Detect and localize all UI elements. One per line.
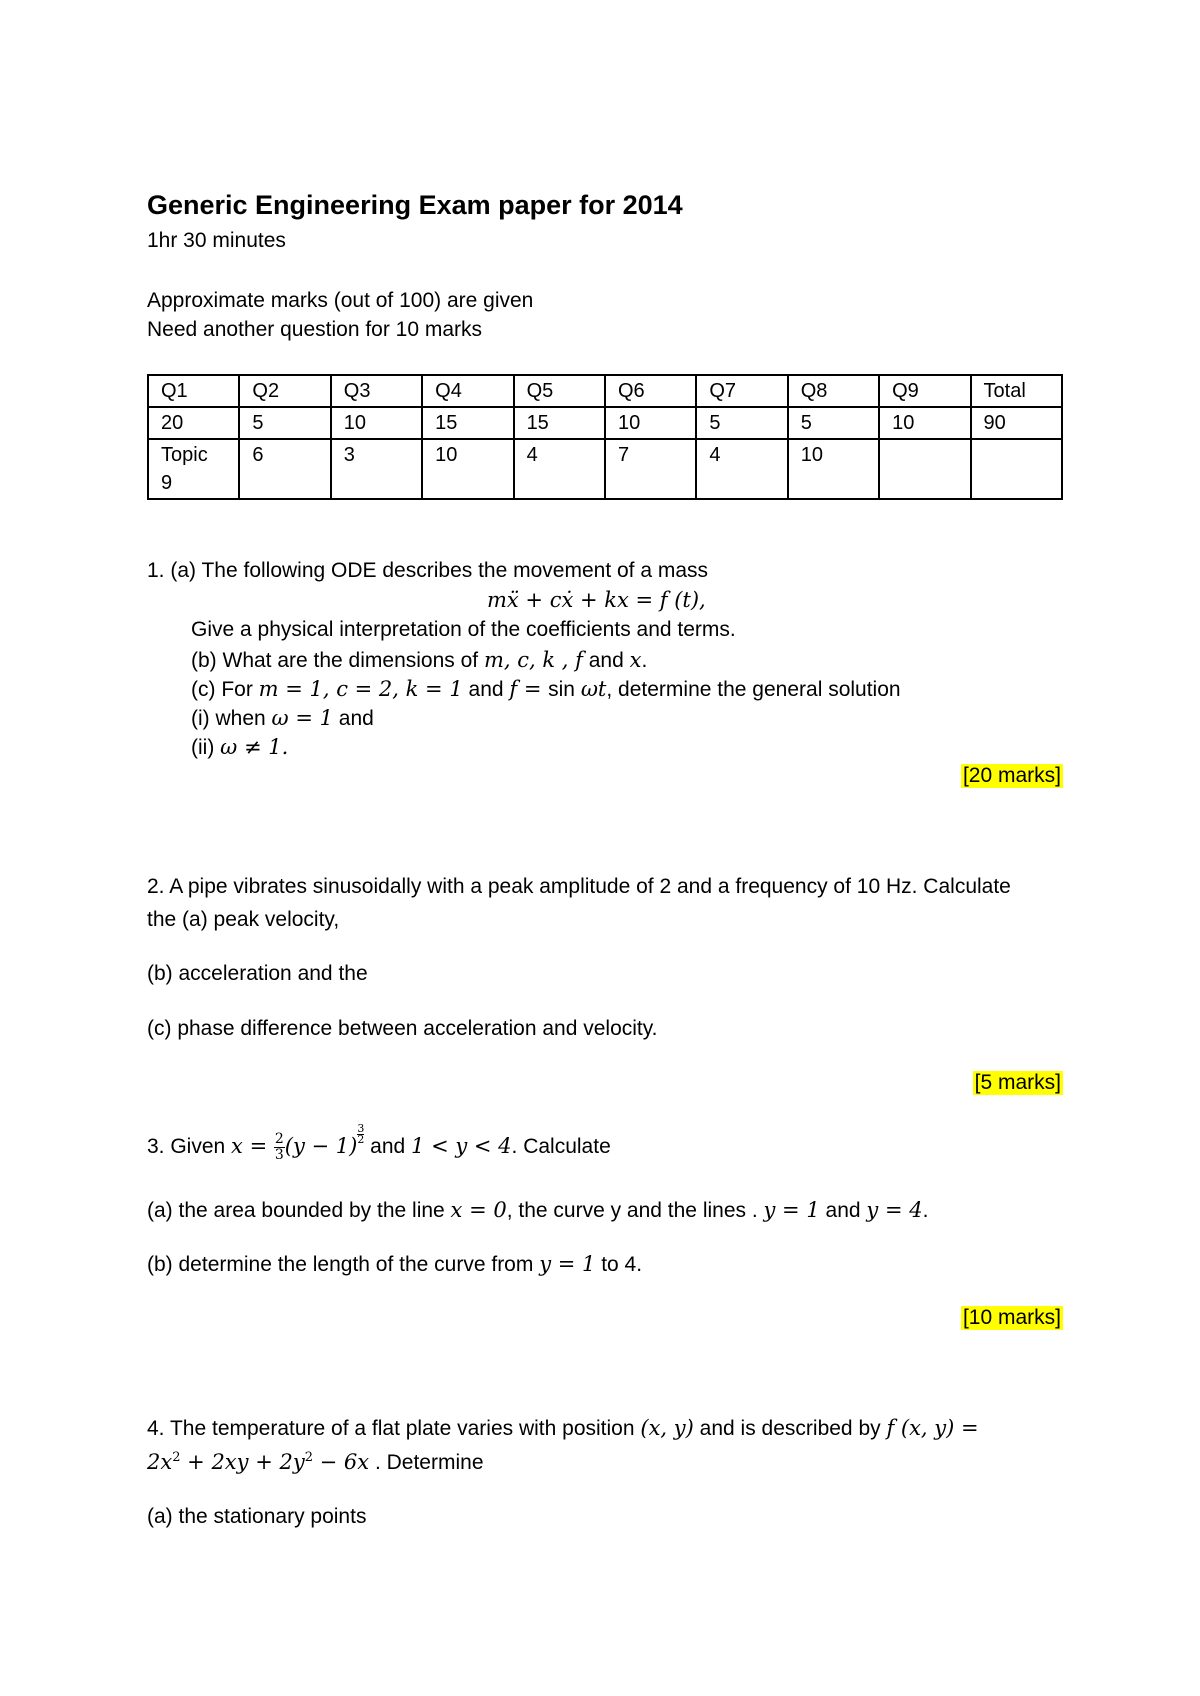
q3-and: and	[364, 1135, 412, 1159]
table-cell: Q3	[331, 375, 422, 407]
q3-a-prefix: (a) the area bounded by the line	[147, 1199, 451, 1222]
q3-a-end: .	[922, 1199, 929, 1222]
q1-i-math: ω = 1	[271, 706, 333, 730]
topic-label: Topic	[161, 444, 208, 466]
q1-i-end: and	[332, 707, 374, 730]
table-cell	[148, 439, 239, 499]
q1-c-wt: ωt	[580, 677, 607, 701]
table-cell: 4	[696, 439, 787, 499]
q4-part-a: (a) the stationary points	[147, 1505, 367, 1528]
table-cell: Q8	[788, 375, 879, 407]
exam-page	[147, 0, 1063, 1696]
q3-b-y: y = 1	[539, 1252, 596, 1276]
table-header-row	[148, 375, 1062, 407]
table-cell: Q4	[422, 375, 513, 407]
marks-note: Approximate marks (out of 100) are given	[147, 289, 534, 312]
q1-part-c-i	[191, 706, 374, 731]
q3-line1	[147, 1122, 611, 1163]
table-topic-row	[148, 439, 1062, 499]
q2-marks-badge: [5 marks]	[974, 1071, 1061, 1094]
q4-line2	[147, 1450, 484, 1475]
table-marks-row	[148, 407, 1062, 439]
q3-marks-badge: [10 marks]	[962, 1306, 1061, 1329]
q3-a-and: and	[819, 1199, 867, 1222]
q1-ode	[487, 588, 706, 613]
table-cell: 10	[788, 439, 879, 499]
q4-pos: (x, y)	[640, 1416, 694, 1440]
table-cell	[971, 439, 1062, 499]
q3-exp-den: 2	[357, 1133, 365, 1146]
q4-line2-end: . Determine	[369, 1451, 484, 1474]
q3-b-prefix: (b) determine the length of the curve from	[147, 1253, 540, 1276]
q4-prefix: 4. The temperature of a flat plate varies with position	[147, 1417, 641, 1440]
q4-line1	[147, 1416, 979, 1441]
q3-a-mid: , the curve y and the lines .	[506, 1199, 764, 1222]
q3-prefix: 3. Given	[147, 1135, 232, 1159]
table-cell: 7	[605, 439, 696, 499]
q1-intro: 1. (a) The following ODE describes the movement of a mass	[147, 559, 709, 582]
q1-part-c	[191, 677, 901, 702]
table-cell: 6	[239, 439, 330, 499]
exam-duration: 1hr 30 minutes	[147, 229, 286, 252]
table-cell: 15	[514, 407, 605, 439]
table-cell: Q2	[239, 375, 330, 407]
exam-title: Generic Engineering Exam paper for 2014	[147, 190, 683, 220]
q4-term-b: + 2xy + 2y	[180, 1450, 305, 1474]
table-cell: 90	[971, 407, 1062, 439]
table-cell: 10	[605, 407, 696, 439]
q1-b-end: .	[641, 649, 648, 672]
q4-term-a: 2x	[147, 1450, 173, 1474]
q1-c-and: and	[462, 678, 510, 701]
q3-frac-num: 2	[274, 1131, 284, 1147]
q2-part-c: (c) phase difference between acceleration and velocity.	[147, 1017, 658, 1040]
q4-sq2: 2	[304, 1450, 313, 1465]
table-cell: Q5	[514, 375, 605, 407]
table-cell: Q7	[696, 375, 787, 407]
marks-table	[147, 374, 1063, 500]
q1-b-x: x	[629, 648, 642, 672]
q3-exp-num: 3	[357, 1122, 365, 1135]
table-cell: 3	[331, 439, 422, 499]
q3-calc: . Calculate	[511, 1135, 611, 1159]
table-cell: 10	[879, 407, 970, 439]
q3-frac-den: 3	[274, 1147, 284, 1163]
q3-range: 1 < y < 4	[411, 1134, 512, 1159]
q1-b-vars: m, c, k , f	[483, 648, 583, 672]
table-cell: Q1	[148, 375, 239, 407]
q1-part-c-ii	[191, 735, 288, 760]
q3-fraction	[274, 1132, 285, 1163]
table-cell: 20	[148, 407, 239, 439]
q1-c-sin: sin	[548, 678, 581, 701]
q3-part-b	[147, 1252, 642, 1277]
table-cell: 4	[514, 439, 605, 499]
q1-c-vals: m = 1, c = 2, k = 1	[258, 677, 463, 701]
q3-a-y4: y = 4	[866, 1198, 923, 1222]
q1-i-prefix: (i) when	[191, 707, 272, 730]
q1-ii-prefix: (ii)	[191, 736, 221, 759]
missing-question-note: Need another question for 10 marks	[147, 318, 483, 341]
q3-part-a	[147, 1198, 928, 1223]
q3-a-x0: x = 0	[450, 1198, 507, 1222]
q3-a-y1: y = 1	[763, 1198, 820, 1222]
q1-b-and: and	[582, 649, 630, 672]
table-cell: Total	[971, 375, 1062, 407]
q3-b-end: to 4.	[595, 1253, 643, 1276]
table-cell: Q9	[879, 375, 970, 407]
q1-c-end: , determine the general solution	[606, 678, 901, 701]
table-cell	[879, 439, 970, 499]
table-cell: 15	[422, 407, 513, 439]
table-cell: 10	[331, 407, 422, 439]
q1-ode-math: mẍ + cẋ + kx = f (t),	[487, 588, 706, 612]
q3-x-eq: x =	[231, 1134, 274, 1159]
q3-paren: (y − 1)	[284, 1134, 358, 1159]
q2-part-b: (b) acceleration and the	[147, 962, 368, 985]
q1-ii-math: ω ≠ 1.	[220, 735, 289, 759]
table-cell: 5	[696, 407, 787, 439]
q4-mid: and is described by	[693, 1417, 887, 1440]
topic-value: 9	[161, 472, 173, 494]
q4-sq1: 2	[172, 1450, 181, 1465]
table-cell: Q6	[605, 375, 696, 407]
q1-c-f: f =	[509, 677, 549, 701]
q2-line2: the (a) peak velocity,	[147, 908, 340, 931]
table-cell: 10	[422, 439, 513, 499]
q1-c-prefix: (c) For	[191, 678, 259, 701]
q1-part-b	[191, 648, 647, 673]
q1-b-prefix: (b) What are the dimensions of	[191, 649, 484, 672]
q4-fxy: f (x, y) =	[886, 1416, 979, 1440]
table-cell: 5	[239, 407, 330, 439]
table-cell: 5	[788, 407, 879, 439]
q2-line1: 2. A pipe vibrates sinusoidally with a peak amplitude of 2 and a frequency of 10 Hz. Calculate	[147, 875, 1011, 898]
q4-term-c: − 6x	[312, 1450, 370, 1474]
q1-part-a: Give a physical interpretation of the coefficients and terms.	[191, 618, 736, 641]
q1-marks-badge: [20 marks]	[962, 764, 1061, 787]
